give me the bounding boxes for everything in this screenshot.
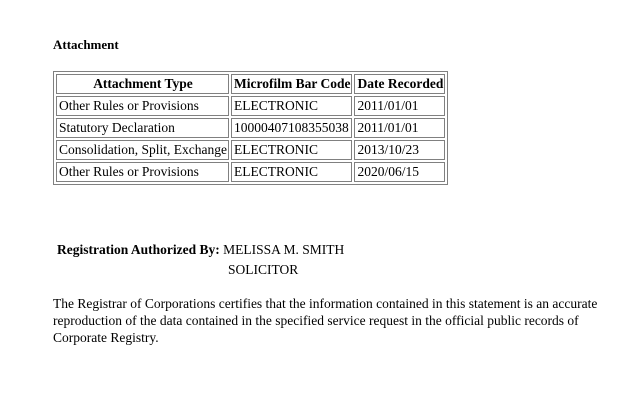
column-header-date-recorded: Date Recorded bbox=[354, 74, 445, 94]
authorizer-name: MELISSA M. SMITH bbox=[223, 242, 345, 257]
table-header-row bbox=[56, 74, 445, 94]
date-recorded-cell: 2020/06/15 bbox=[354, 162, 445, 182]
table-row bbox=[56, 162, 445, 182]
bar-code-cell: 10000407108355038 bbox=[231, 118, 352, 138]
attachment-type-cell: Other Rules or Provisions bbox=[56, 96, 229, 116]
attachment-table bbox=[53, 71, 448, 185]
attachment-type-cell: Consolidation, Split, Exchange bbox=[56, 140, 229, 160]
date-recorded-cell: 2011/01/01 bbox=[354, 96, 445, 116]
table-row bbox=[56, 96, 445, 116]
bar-code-cell: ELECTRONIC bbox=[231, 162, 352, 182]
column-header-attachment-type: Attachment Type bbox=[56, 74, 229, 94]
column-header-microfilm-bar-code: Microfilm Bar Code bbox=[231, 74, 352, 94]
registration-authorized-row bbox=[57, 242, 344, 258]
table-row bbox=[56, 140, 445, 160]
bar-code-cell: ELECTRONIC bbox=[231, 140, 352, 160]
attachment-type-cell: Other Rules or Provisions bbox=[56, 162, 229, 182]
registration-authorized-label: Registration Authorized By: bbox=[57, 242, 220, 257]
bar-code-cell: ELECTRONIC bbox=[231, 96, 352, 116]
authorizer-title: SOLICITOR bbox=[228, 262, 299, 277]
registrar-certification-statement: The Registrar of Corporations certifies that the information contained in this statement is an accurate reproduction of the data contained in the specified service request in the official public records of Corporate Registry. bbox=[53, 296, 598, 345]
table-row bbox=[56, 118, 445, 138]
attachment-heading: Attachment bbox=[53, 37, 119, 52]
date-recorded-cell: 2011/01/01 bbox=[354, 118, 445, 138]
date-recorded-cell: 2013/10/23 bbox=[354, 140, 445, 160]
attachment-type-cell: Statutory Declaration bbox=[56, 118, 229, 138]
